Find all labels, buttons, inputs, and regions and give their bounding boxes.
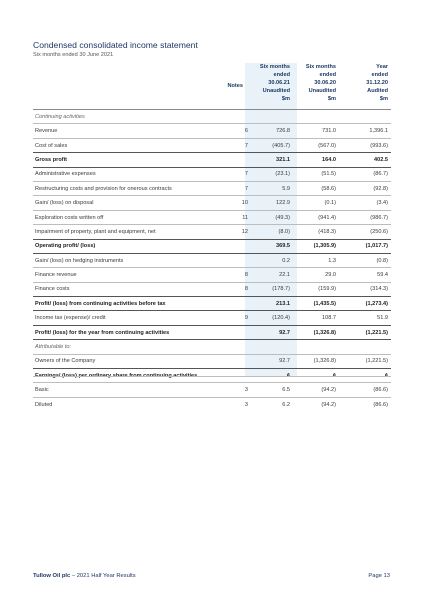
row-label: Earnings/ (loss) per ordinary share from continuing activities <box>35 372 198 379</box>
row-value-h1-2021: 6.2 <box>282 401 290 408</box>
table-row <box>33 123 391 137</box>
row-value-h1-2021: 92.7 <box>279 329 290 336</box>
row-value-h1-2020: (567.0) <box>318 142 336 149</box>
row-value-fy-2020: (92.8) <box>373 185 388 192</box>
table-row <box>33 152 391 166</box>
row-value-h1-2021: (178.7) <box>272 286 290 293</box>
row-value-h1-2021: 22.1 <box>279 272 290 279</box>
table-row <box>33 310 391 324</box>
row-value-h1-2021: 213.1 <box>276 300 290 307</box>
footer-report-name <box>33 573 136 579</box>
row-value-h1-2021: (23.1) <box>275 171 290 178</box>
row-value-h1-2020: 108.7 <box>322 315 336 322</box>
row-value-fy-2020: (0.8) <box>376 257 388 264</box>
row-value-fy-2020: (986.7) <box>370 214 388 221</box>
table-row <box>33 210 391 224</box>
row-value-h1-2021: 321.1 <box>276 156 290 163</box>
row-label: Gross profit <box>35 156 68 163</box>
table-bottom-rule <box>33 376 391 377</box>
row-value-h1-2021: ¢ <box>286 372 290 379</box>
row-value-h1-2020: (159.9) <box>318 286 336 293</box>
table-row <box>33 224 391 238</box>
row-value-h1-2020: (418.3) <box>318 228 336 235</box>
row-value-h1-2021: 0.2 <box>282 257 290 264</box>
row-value-h1-2021: 5.9 <box>282 185 290 192</box>
row-value-h1-2021: 122.9 <box>276 200 290 207</box>
row-value-fy-2020: (86.6) <box>373 387 388 394</box>
page-number: Page 13 <box>368 573 390 579</box>
row-value-h1-2021: 92.7 <box>279 358 290 365</box>
row-label: Profit/ (loss) from continuing activities before tax <box>35 300 166 307</box>
row-note: 7 <box>244 171 248 178</box>
row-value-h1-2021: 369.5 <box>276 243 290 250</box>
row-label: Gain/ (loss) on disposal <box>35 200 94 207</box>
row-value-h1-2021: (405.7) <box>272 142 290 149</box>
row-value-h1-2021: (8.0) <box>278 228 290 235</box>
row-label: Restructuring costs and provision for onerous contracts <box>35 185 172 192</box>
row-note: 9 <box>244 315 248 322</box>
page-subtitle: Six months ended 30 June 2021 <box>33 52 114 58</box>
row-note: 12 <box>241 228 248 235</box>
row-value-h1-2021: (120.4) <box>272 315 290 322</box>
row-value-fy-2020: (86.6) <box>373 401 388 408</box>
table-row <box>33 296 391 310</box>
row-label: Finance revenue <box>35 272 77 279</box>
row-value-h1-2020: (1,326.8) <box>313 358 336 365</box>
row-value-h1-2020: (94.2) <box>321 401 336 408</box>
row-value-fy-2020: (86.7) <box>373 171 388 178</box>
table-row <box>33 382 391 396</box>
row-note: 8 <box>244 272 248 279</box>
row-value-h1-2020: ¢ <box>332 372 336 379</box>
row-note: 10 <box>241 200 248 207</box>
row-label: Administrative expenses <box>35 171 96 178</box>
row-value-h1-2020: 731.0 <box>322 128 336 135</box>
row-note: 8 <box>244 286 248 293</box>
row-value-h1-2020: (94.2) <box>321 387 336 394</box>
table-row <box>33 267 391 281</box>
row-value-fy-2020: (250.6) <box>370 228 388 235</box>
row-value-fy-2020: (1,273.4) <box>365 300 388 307</box>
row-value-h1-2020: (1,305.9) <box>313 243 336 250</box>
row-label: Income tax (expense)/ credit <box>35 315 106 322</box>
notes-header: Notes <box>227 83 243 89</box>
row-value-fy-2020: (314.3) <box>370 286 388 293</box>
row-value-fy-2020: 1,396.1 <box>369 128 388 135</box>
income-statement-table <box>33 109 391 411</box>
row-label: Cost of sales <box>35 142 68 149</box>
row-note: 11 <box>242 214 248 221</box>
row-note: 6 <box>244 128 248 135</box>
table-row <box>33 339 391 353</box>
column-header-fy-2020: Year ended 31.12.20 Audited $m <box>366 64 388 103</box>
column-header-h1-2021: Six months ended 30.06.21 Unaudited $m <box>259 64 290 103</box>
table-row <box>33 253 391 267</box>
row-note: 3 <box>244 401 248 408</box>
row-note: 7 <box>244 142 248 149</box>
row-value-h1-2020: (0.1) <box>324 200 336 207</box>
table-row <box>33 195 391 209</box>
row-note: 3 <box>244 387 248 394</box>
row-note: 7 <box>244 185 248 192</box>
row-value-h1-2020: (1,326.8) <box>313 329 336 336</box>
row-label: Gain/ (loss) on hedging instruments <box>35 257 124 264</box>
row-label: Profit/ (loss) for the year from continuing activities <box>35 329 170 336</box>
row-value-fy-2020: (993.6) <box>370 142 388 149</box>
table-row <box>33 325 391 339</box>
row-value-h1-2020: (51.5) <box>321 171 336 178</box>
row-label: Owners of the Company <box>35 358 96 365</box>
row-value-h1-2020: (58.6) <box>321 185 336 192</box>
row-value-h1-2020: 29.0 <box>325 272 336 279</box>
row-value-h1-2020: (941.4) <box>318 214 336 221</box>
row-value-fy-2020: ¢ <box>384 372 388 379</box>
row-value-h1-2020: (1,435.5) <box>313 300 336 307</box>
row-value-fy-2020: 402.5 <box>374 156 388 163</box>
table-row <box>33 397 391 411</box>
table-row <box>33 354 391 368</box>
row-label: Continuing activities <box>35 113 85 120</box>
row-value-fy-2020: 59.4 <box>377 272 388 279</box>
table-row <box>33 109 391 123</box>
table-row <box>33 239 391 253</box>
table-row <box>33 138 391 152</box>
row-label: Operating profit/ (loss) <box>35 243 96 250</box>
row-label: Basic <box>35 387 49 394</box>
row-value-h1-2021: (49.3) <box>275 214 290 221</box>
row-value-h1-2021: 726.8 <box>276 128 290 135</box>
row-value-fy-2020: (1,221.5) <box>365 329 388 336</box>
row-value-fy-2020: (1,221.5) <box>365 358 388 365</box>
table-row <box>33 282 391 296</box>
row-value-fy-2020: (3.4) <box>376 200 388 207</box>
row-label: Diluted <box>35 401 53 408</box>
row-label: Finance costs <box>35 286 70 293</box>
footer-company: Tullow Oil plc <box>33 573 71 579</box>
table-row <box>33 167 391 181</box>
row-value-h1-2021: 6.5 <box>282 387 290 394</box>
table-row <box>33 181 391 195</box>
row-label: Attributable to: <box>35 344 72 351</box>
row-label: Revenue <box>35 128 58 135</box>
row-label: Impairment of property, plant and equipment, net <box>35 228 156 235</box>
footer-report: – 2021 Half Year Results <box>70 573 136 579</box>
table-header <box>0 63 424 109</box>
row-label: Exploration costs written off <box>35 214 104 221</box>
row-value-h1-2020: 164.0 <box>322 156 336 163</box>
column-header-h1-2020: Six months ended 30.06.20 Unaudited $m <box>305 64 336 103</box>
row-value-fy-2020: (1,017.7) <box>365 243 388 250</box>
row-value-fy-2020: 51.9 <box>377 315 388 322</box>
page-title: Condensed consolidated income statement <box>33 40 198 50</box>
row-value-h1-2020: 1.3 <box>328 257 336 264</box>
